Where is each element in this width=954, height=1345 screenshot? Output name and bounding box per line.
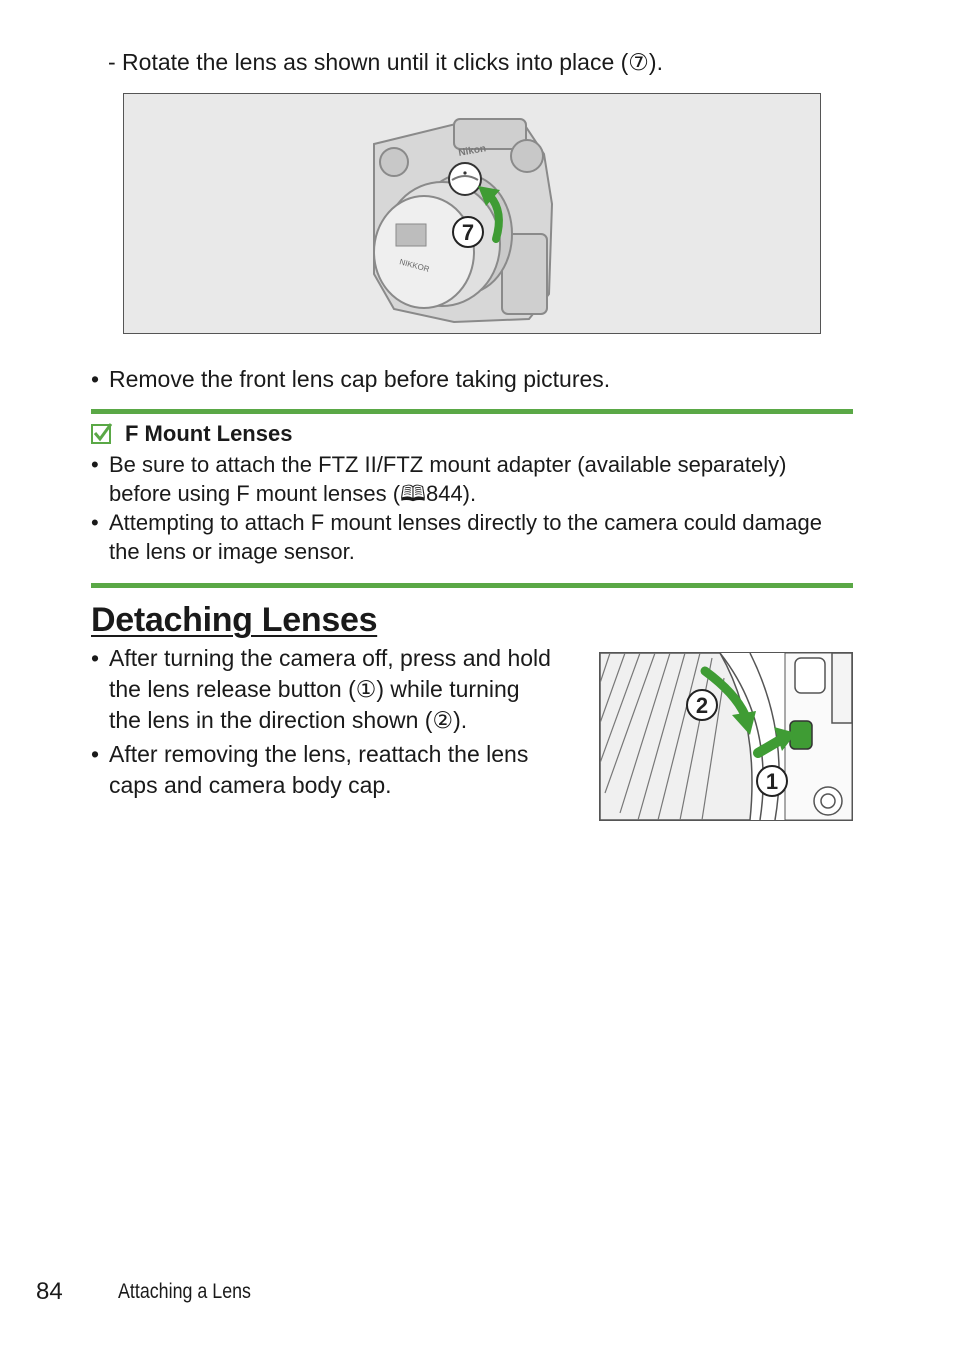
note-item-line: Be sure to attach the FTZ II/FTZ mount adapter (available separately) [109,452,787,477]
callout-7: 7 [461,220,475,245]
camera-brand: Nikon [457,143,487,159]
figure-attach-lens [123,93,821,334]
camera-illustration [124,94,820,333]
section-item-line: After turning the camera off, press and hold [109,645,551,671]
section-item-line: the lens release button (①) while turning [109,676,520,702]
callout-2: 2 [695,693,709,718]
note-top-rule [91,409,853,414]
note-item-line: the lens or image sensor. [109,539,355,564]
lens-brand: NIKKOR [398,257,431,274]
list-item [91,739,529,801]
lens-release-illustration [600,653,852,820]
list-item [91,643,551,736]
figure-detach-lens [599,652,853,821]
bullet-dot: • [91,510,99,535]
bullet-dot: • [91,452,99,477]
note-title [91,419,292,449]
footer-section-name: Attaching a Lens [118,1280,251,1303]
bullet-dot: • [91,645,100,671]
section-heading: Detaching Lenses [91,601,378,639]
list-item [91,364,611,395]
section-item-line: the lens in the direction shown (②). [109,707,468,733]
bullet-dot: • [91,741,100,767]
note-item-line: before using F mount lenses (🕮844). [109,481,477,506]
bullet-text: Remove the front lens cap before taking pictures. [109,366,611,392]
note-title-text: F Mount Lenses [125,421,293,446]
section-rule [91,583,853,588]
list-item [91,508,822,566]
section-item-line: caps and camera body cap. [109,772,392,798]
note-item-line: Attempting to attach F mount lenses directly to the camera could damage [109,510,822,535]
section-item-line: After removing the lens, reattach the lens [109,741,529,767]
bullet-dot: • [91,366,100,392]
list-item [91,450,787,508]
step-instruction: - Rotate the lens as shown until it clicks into place (⑦). [108,49,663,75]
checkmark-icon [91,422,113,444]
callout-1: 1 [765,769,779,794]
page-number: 84 [36,1278,63,1305]
